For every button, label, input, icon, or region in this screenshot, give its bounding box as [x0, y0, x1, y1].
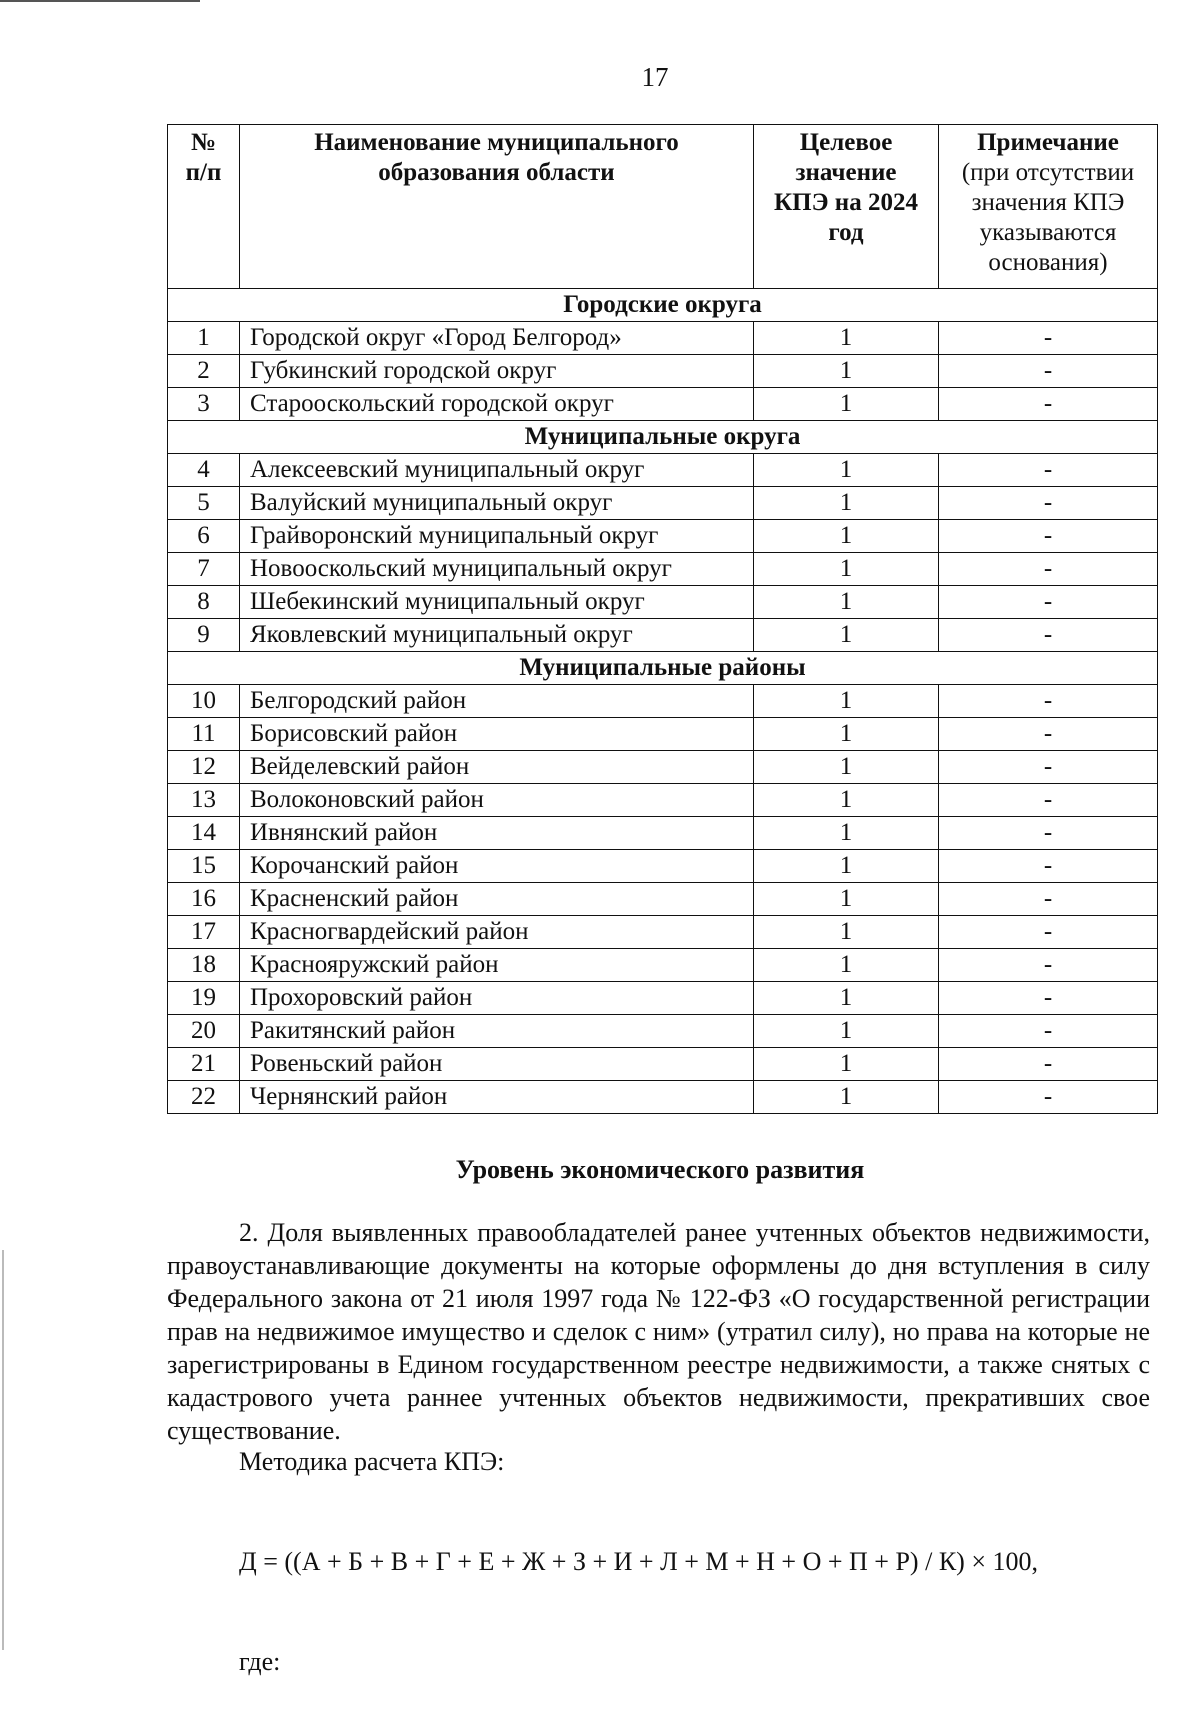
table-header-row	[168, 125, 1158, 289]
table-row	[168, 685, 1158, 718]
row-note: -	[939, 586, 1158, 619]
table-row	[168, 1015, 1158, 1048]
row-value: 1	[754, 784, 939, 817]
row-note: -	[939, 619, 1158, 652]
row-name: Новооскольский муниципальный округ	[240, 553, 754, 586]
paragraph	[167, 1216, 1150, 1447]
row-note: -	[939, 454, 1158, 487]
row-note: -	[939, 685, 1158, 718]
row-number: 12	[168, 751, 240, 784]
row-number: 7	[168, 553, 240, 586]
row-value: 1	[754, 751, 939, 784]
table-body	[168, 289, 1158, 1114]
table-row	[168, 982, 1158, 1015]
paragraph-text: 2. Доля выявленных правообладателей ранее учтенных объектов недвижимости, правоустанавливающие документы на которые оформлены до дня вступления в силу Федерального закона от 21 июля 1997 года № 122-ФЗ «О государственной регистрации прав на недвижимое имущество и сделок с ним» (утратил силу), но права на которые не зарегистрированы в Едином государственном реестре недвижимости, а также снятых с кадастрового учета раннее учтенных объектов недвижимости, прекративших свое существование.	[167, 1218, 1150, 1445]
row-note: -	[939, 784, 1158, 817]
row-note: -	[939, 487, 1158, 520]
group-row	[168, 289, 1158, 322]
row-name: Ивнянский район	[240, 817, 754, 850]
row-number: 9	[168, 619, 240, 652]
row-number: 15	[168, 850, 240, 883]
table-row	[168, 883, 1158, 916]
row-note: -	[939, 850, 1158, 883]
page-number: 17	[641, 62, 669, 92]
row-name: Старооскольский городской округ	[240, 388, 754, 421]
row-name: Красногвардейский район	[240, 916, 754, 949]
table-row	[168, 322, 1158, 355]
row-name: Губкинский городской округ	[240, 355, 754, 388]
row-name: Прохоровский район	[240, 982, 754, 1015]
row-value: 1	[754, 586, 939, 619]
row-number: 5	[168, 487, 240, 520]
group-row	[168, 652, 1158, 685]
row-name: Белгородский район	[240, 685, 754, 718]
row-value: 1	[754, 685, 939, 718]
row-number: 10	[168, 685, 240, 718]
row-number: 11	[168, 718, 240, 751]
kpe-table	[167, 124, 1158, 1114]
table-row	[168, 850, 1158, 883]
row-value: 1	[754, 487, 939, 520]
table-row	[168, 487, 1158, 520]
row-number: 2	[168, 355, 240, 388]
row-value: 1	[754, 388, 939, 421]
row-number: 22	[168, 1081, 240, 1114]
row-note: -	[939, 949, 1158, 982]
table-row	[168, 1048, 1158, 1081]
row-name: Ракитянский район	[240, 1015, 754, 1048]
row-note: -	[939, 1015, 1158, 1048]
table-row	[168, 751, 1158, 784]
table-row	[168, 619, 1158, 652]
row-number: 18	[168, 949, 240, 982]
row-value: 1	[754, 718, 939, 751]
scan-edge-line	[0, 0, 200, 2]
row-note: -	[939, 520, 1158, 553]
row-name: Красненский район	[240, 883, 754, 916]
row-note: -	[939, 1081, 1158, 1114]
row-note: -	[939, 916, 1158, 949]
row-name: Волоконовский район	[240, 784, 754, 817]
table-row	[168, 817, 1158, 850]
row-value: 1	[754, 619, 939, 652]
row-value: 1	[754, 355, 939, 388]
row-name: Валуйский муниципальный округ	[240, 487, 754, 520]
row-number: 20	[168, 1015, 240, 1048]
row-number: 4	[168, 454, 240, 487]
row-note: -	[939, 751, 1158, 784]
row-number: 1	[168, 322, 240, 355]
group-title: Муниципальные районы	[168, 652, 1158, 685]
row-number: 3	[168, 388, 240, 421]
row-name: Грайворонский муниципальный округ	[240, 520, 754, 553]
row-value: 1	[754, 1048, 939, 1081]
row-value: 1	[754, 949, 939, 982]
row-number: 14	[168, 817, 240, 850]
header-note	[939, 125, 1158, 289]
group-row	[168, 421, 1158, 454]
row-value: 1	[754, 850, 939, 883]
row-value: 1	[754, 520, 939, 553]
table-row	[168, 1081, 1158, 1114]
row-value: 1	[754, 817, 939, 850]
header-note-text: (при отсутствии значения КПЭ указываются основания)	[961, 159, 1135, 276]
row-note: -	[939, 883, 1158, 916]
header-num: № п/п	[168, 125, 240, 289]
method-label: Методика расчета КПЭ:	[239, 1447, 505, 1476]
where-label: где:	[239, 1647, 281, 1676]
row-value: 1	[754, 883, 939, 916]
header-value: Целевое значение КПЭ на 2024 год	[754, 125, 939, 289]
table-row	[168, 553, 1158, 586]
row-name: Борисовский район	[240, 718, 754, 751]
row-note: -	[939, 388, 1158, 421]
row-note: -	[939, 1048, 1158, 1081]
row-note: -	[939, 553, 1158, 586]
header-note-title: Примечание	[977, 129, 1119, 156]
row-value: 1	[754, 982, 939, 1015]
row-name: Краснояружский район	[240, 949, 754, 982]
row-name: Корочанский район	[240, 850, 754, 883]
table-row	[168, 718, 1158, 751]
table-row	[168, 454, 1158, 487]
row-note: -	[939, 322, 1158, 355]
row-number: 21	[168, 1048, 240, 1081]
row-value: 1	[754, 553, 939, 586]
row-value: 1	[754, 322, 939, 355]
row-number: 19	[168, 982, 240, 1015]
row-number: 6	[168, 520, 240, 553]
row-name: Вейделевский район	[240, 751, 754, 784]
table-row	[168, 388, 1158, 421]
table-row	[168, 586, 1158, 619]
row-value: 1	[754, 1015, 939, 1048]
row-number: 13	[168, 784, 240, 817]
row-name: Городской округ «Город Белгород»	[240, 322, 754, 355]
row-value: 1	[754, 454, 939, 487]
table-row	[168, 916, 1158, 949]
row-name: Алексеевский муниципальный округ	[240, 454, 754, 487]
row-number: 16	[168, 883, 240, 916]
row-note: -	[939, 355, 1158, 388]
row-name: Яковлевский муниципальный округ	[240, 619, 754, 652]
group-title: Городские округа	[168, 289, 1158, 322]
scan-edge-line-left	[2, 1250, 4, 1650]
row-name: Чернянский район	[240, 1081, 754, 1114]
row-name: Шебекинский муниципальный округ	[240, 586, 754, 619]
row-note: -	[939, 982, 1158, 1015]
row-name: Ровеньский район	[240, 1048, 754, 1081]
table-row	[168, 520, 1158, 553]
group-title: Муниципальные округа	[168, 421, 1158, 454]
row-value: 1	[754, 916, 939, 949]
table-row	[168, 784, 1158, 817]
row-value: 1	[754, 1081, 939, 1114]
header-name: Наименование муниципального образования области	[240, 125, 754, 289]
row-note: -	[939, 718, 1158, 751]
table-row	[168, 355, 1158, 388]
formula: Д = ((А + Б + В + Г + Е + Ж + З + И + Л + М + Н + О + П + Р) / К) × 100,	[239, 1547, 1038, 1576]
row-number: 17	[168, 916, 240, 949]
section-heading: Уровень экономического развития	[455, 1155, 865, 1184]
row-note: -	[939, 817, 1158, 850]
table-row	[168, 949, 1158, 982]
row-number: 8	[168, 586, 240, 619]
